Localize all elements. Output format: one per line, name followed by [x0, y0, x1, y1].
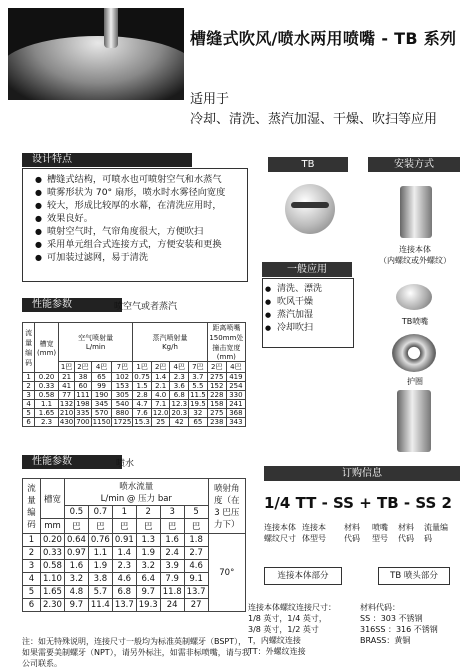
connector-body-image	[400, 186, 432, 238]
air-steam-table: 流量编码 槽宽(mm) 空气喷射量 L/min 蒸汽喷射量 Kg/h 距离喷嘴 150mm处撞击宽度(mm) 1巴 2巴 4巴 7巴 1巴 2巴 4巴 7巴 2巴 4巴 1 0.20 21 38 65 102 0.75 1.4 2.3 3.7 275 419 2 0.33 41 60 99 153 1.5 2.1 3.6 5.5 152 254 3 0.58 77 111 190 305 2.8 4.0 6.8 11.5 228 330 4 1.1 132 198 345 540 4.7 7.1 12.3 19.5 158 241 5 1.65 210 335 570 880 7.6 12.0 20.3 32 275 368 6 2.3 430 700 1150 1725 15.3 25 42 65 238 343	[22, 322, 246, 427]
table-row: 1 0.20 21 38 65 102 0.75 1.4 2.3 3.7 275 419	[23, 373, 246, 382]
materials: 材料代码： SS ：303 不锈钢 316SS ：316 不锈钢 BRASS：黄铜	[360, 603, 438, 645]
feature-item: ● 效果良好。	[37, 212, 241, 225]
feature-item: ● 采用单元组合式连接方式，方便安装和更换	[37, 238, 241, 251]
caption-retainer: 护圈	[407, 377, 423, 386]
feature-item: ● 槽缝式结构，可喷水也可喷射空气和水蒸气	[37, 173, 241, 186]
tb-nozzle-image	[285, 184, 335, 234]
perf1-heading: 性能参数	[22, 298, 122, 312]
slot-mark	[291, 202, 329, 208]
retainer-image	[392, 334, 436, 372]
order-code: 1/4 TT - SS + TB - SS 2	[264, 494, 452, 512]
col-dist: 距离喷嘴 150mm处撞击宽度(mm)	[207, 323, 245, 362]
assembled-image	[397, 390, 431, 452]
general-box: ● 清洗、漂洗 ● 吹风干燥 ● 蒸汽加湿 ● 冷却吹扫	[262, 278, 354, 348]
table-row: 3 0.58 77 111 190 305 2.8 4.0 6.8 11.5 228 330	[23, 391, 246, 400]
col-water: 喷水流量 L/min @ 压力 bar	[64, 479, 208, 506]
col-slot: 槽宽	[41, 479, 65, 519]
feature-item: ● 可加装过滤网，易于清洗	[37, 251, 241, 264]
table-row: 5 1.65 4.8 5.7 6.8 9.7 11.8 13.7	[23, 586, 246, 599]
box-tb: TB 喷头部分	[378, 567, 450, 585]
order-heading: 订购信息	[264, 466, 460, 481]
table-row: 2 0.33 41 60 99 153 1.5 2.1 3.6 5.5 152 254	[23, 382, 246, 391]
table-row: 6 2.30 9.7 11.4 13.7 19.3 24 27	[23, 599, 246, 612]
spray-fan	[8, 36, 184, 100]
col-flow: 流量编码	[23, 323, 35, 373]
design-features	[22, 168, 248, 282]
tb-label: TB	[268, 157, 348, 172]
feature-item: ● 喷射空气时，气帘角度很大，方便吹扫	[37, 225, 241, 238]
perf2-suffix: 喷水	[116, 459, 135, 469]
nozzle-body	[104, 8, 118, 48]
design-heading: 设计特点	[22, 153, 192, 167]
perf2-heading: 性能参数	[22, 455, 122, 469]
caption-connector: 连接本体 （内螺纹或外螺纹）	[379, 245, 451, 265]
col-slot: 槽宽(mm)	[35, 323, 59, 373]
table-row: 1 0.20 0.64 0.76 0.91 1.3 1.6 1.8 70°	[23, 534, 246, 547]
table-row: 6 2.3 430 700 1150 1725 15.3 25 42 65 238 343	[23, 418, 246, 427]
general-label: 一般应用	[262, 262, 352, 277]
angle-cell: 70°	[208, 534, 245, 612]
water-table: 流量编码 槽宽 喷水流量 L/min @ 压力 bar 喷射角度（在 3 巴压力下） 0.5 0.7 1 2 3 5 mm 巴 巴 巴 巴 巴 巴 1 0.20 0.64 0.76 0.91 1.3 1.6 1.8 70° 2 0.33 0.97 1.1 1.4 1.9 2.4 2.7 3 0.58 1.6 1.9 2.3 3.2 3.9 4.6 4 1.10 3.2 3.8 4.6 6.4 7.9 9.1 5 1.65 4.8 5.7 6.8 9.7 11.8 13.7 6 2.30 9.7 11.4 13.7 19.3 24 27	[22, 478, 246, 612]
table-row: 5 1.65 210 335 570 880 7.6 12.0 20.3 32 275 368	[23, 409, 246, 418]
col-steam: 蒸汽喷射量 Kg/h	[133, 323, 207, 362]
page-title: 槽缝式吹风/喷水两用喷嘴 - TB 系列	[190, 29, 457, 48]
col-flow: 流量编码	[23, 479, 41, 534]
col-air: 空气喷射量 L/min	[58, 323, 132, 362]
table-row: 4 1.1 132 198 345 540 4.7 7.1 12.3 19.5 158 241	[23, 400, 246, 409]
col-angle: 喷射角度（在 3 巴压力下）	[208, 479, 245, 534]
footnote: 注：如无特殊说明，连接尺寸一般均为标准英制螺牙（BSPT），如果需要美制螺牙（NPT），请另外标注，如需非标喷嘴，请与我公司联系。	[22, 637, 250, 668]
tb-nozzle-small-image	[396, 284, 432, 310]
caption-tb: TB喷嘴	[401, 317, 429, 326]
conn-sizes: 连接本体螺纹连接尺寸： 1/8 英寸，1/4 英寸， 3/8 英寸，1/2 英寸 T，内螺纹连接 TT：外螺纹连接	[248, 603, 336, 656]
table-row: 3 0.58 1.6 1.9 2.3 3.2 3.9 4.6	[23, 560, 246, 573]
subtitle: 适用于	[190, 92, 230, 107]
applications: 冷却、清洗、蒸汽加湿、干燥、吹扫等应用	[190, 112, 438, 127]
perf1-suffix: 喷空气或者蒸汽	[114, 302, 178, 312]
feature-item: ● 喷雾形状为 70° 扇形，喷水时水雾径向宽度	[37, 186, 241, 199]
install-label: 安装方式	[368, 157, 460, 172]
box-connector: 连接本体部分	[264, 567, 342, 585]
table-row: 2 0.33 0.97 1.1 1.4 1.9 2.4 2.7	[23, 547, 246, 560]
feature-item: ● 较大，形成比较厚的水幕，在清洗应用时，	[37, 199, 241, 212]
hero-spray-image	[8, 8, 184, 100]
table-row: 4 1.10 3.2 3.8 4.6 6.4 7.9 9.1	[23, 573, 246, 586]
